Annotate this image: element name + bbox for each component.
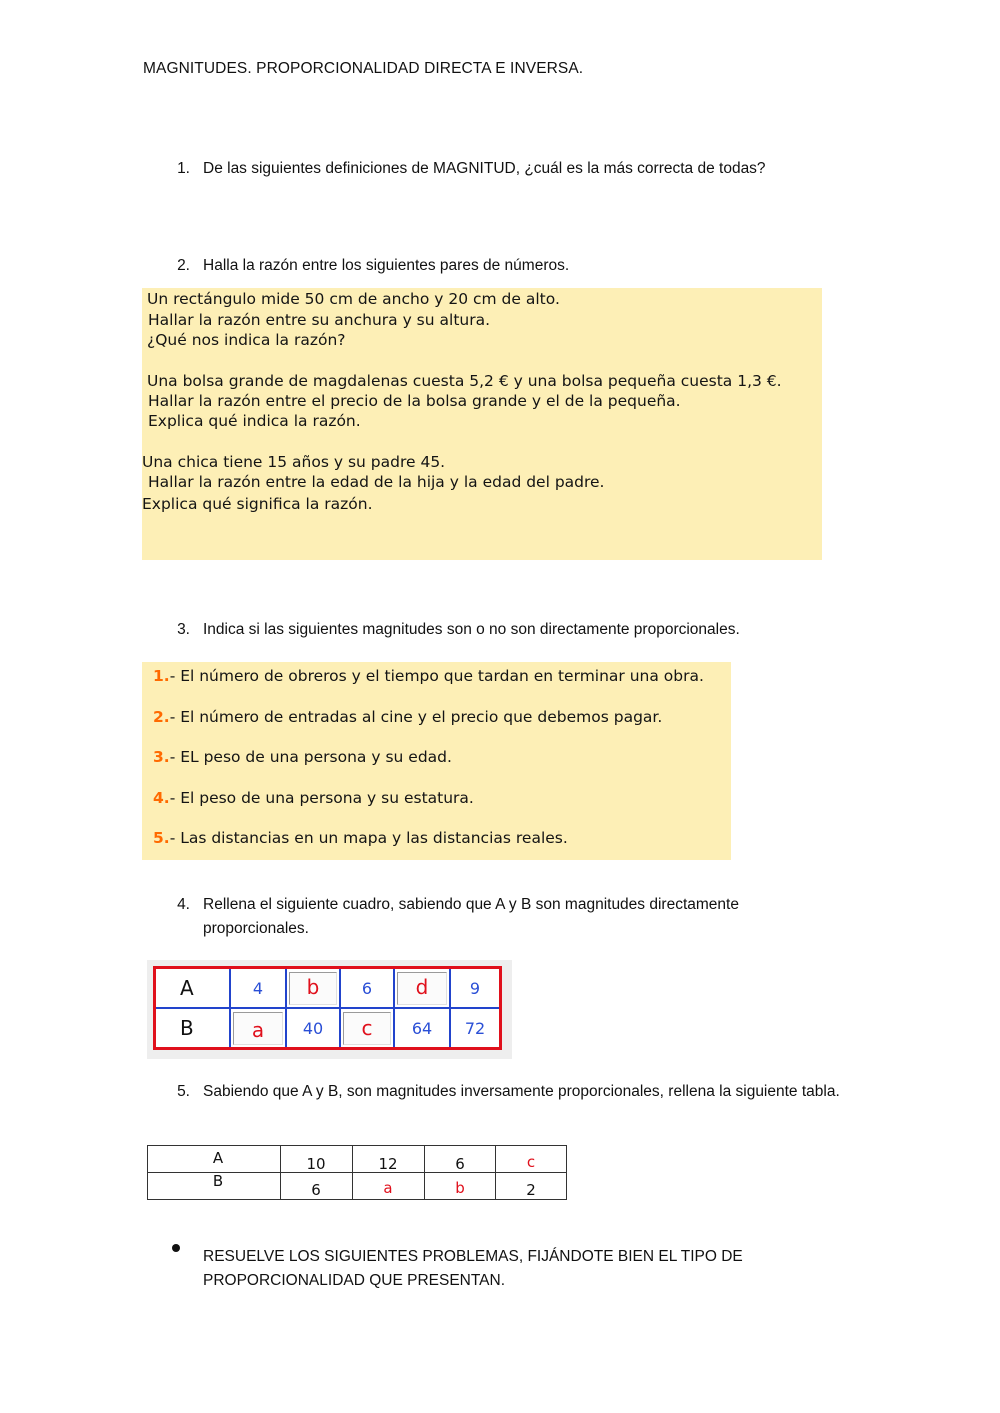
item-text: - EL peso de una persona y su edad.	[169, 748, 452, 766]
ratio-line: Hallar la razón entre el precio de la bolsa grande y el de la pequeña.	[148, 392, 681, 410]
item-text: - El número de entradas al cine y el precio que debemos pagar.	[169, 708, 663, 726]
question-text: De las siguientes definiciones de MAGNITUD, ¿cuál es la más correcta de todas?	[203, 160, 766, 177]
table-cell-blank[interactable]: c	[526, 1153, 536, 1171]
question-number: 4.	[177, 896, 190, 913]
question-number: 1.	[177, 160, 190, 177]
table-cell: 4	[252, 978, 264, 998]
question-number: 5.	[177, 1083, 190, 1100]
final-instruction: RESUELVE LOS SIGUIENTES PROBLEMAS, FIJÁNDOTE BIEN EL TIPO DE PROPORCIONALIDAD QUE PRESENTAN.	[203, 1248, 743, 1289]
item-number: 3.	[153, 748, 170, 766]
table-cell-blank[interactable]: a	[251, 1018, 265, 1042]
table-cell: 9	[469, 978, 481, 998]
table-cell-blank[interactable]: c	[361, 1016, 373, 1040]
ratio-line: Una bolsa grande de magdalenas cuesta 5,2 € y una bolsa pequeña cuesta 1,3 €.	[147, 372, 782, 390]
list-item	[153, 829, 568, 847]
item-text: - El número de obreros y el tiempo que tardan en terminar una obra.	[169, 667, 704, 685]
row-label-a: A	[212, 1149, 224, 1167]
list-item	[153, 748, 452, 766]
item-text: - El peso de una persona y su estatura.	[169, 789, 474, 807]
ratio-line: Un rectángulo mide 50 cm de ancho y 20 cm de alto.	[147, 290, 560, 308]
list-item	[153, 789, 474, 807]
item-number: 2.	[153, 708, 170, 726]
item-number: 1.	[153, 667, 170, 685]
table-cell: 40	[302, 1018, 324, 1038]
table-cell: 6	[361, 978, 373, 998]
row-label-b: B	[180, 1016, 194, 1040]
ratio-line: Explica qué significa la razón.	[142, 495, 373, 513]
question-number: 2.	[177, 257, 190, 274]
direct-proportion-table	[147, 960, 512, 1059]
table-cell-blank[interactable]: a	[383, 1179, 393, 1197]
question-text: Rellena el siguiente cuadro, sabiendo que A y B son magnitudes directamente proporcionales.	[203, 896, 739, 937]
table-cell-blank[interactable]: b	[455, 1179, 465, 1197]
table-cell: 2	[526, 1181, 536, 1199]
table-cell: 10	[306, 1155, 326, 1173]
table-cell: 64	[411, 1018, 433, 1038]
table-cell-blank[interactable]: d	[415, 975, 429, 999]
item-number: 4.	[153, 789, 170, 807]
ratio-line: Una chica tiene 15 años y su padre 45.	[142, 453, 446, 471]
table-cell-blank[interactable]: b	[306, 975, 320, 999]
ratio-line: Explica qué indica la razón.	[148, 412, 361, 430]
row-label-b: B	[212, 1172, 224, 1190]
question-number: 3.	[177, 621, 190, 638]
table-cell: 6	[311, 1181, 321, 1199]
table-cell: 12	[378, 1155, 398, 1173]
ratio-line: Hallar la razón entre la edad de la hija y la edad del padre.	[148, 473, 605, 491]
proportionality-list-box	[142, 662, 731, 860]
table-cell: 72	[464, 1018, 486, 1038]
question-text: Sabiendo que A y B, son magnitudes inversamente proporcionales, rellena la siguiente tabla.	[203, 1083, 840, 1100]
inverse-proportion-table	[147, 1145, 567, 1200]
list-item	[153, 667, 704, 685]
ratio-line: Hallar la razón entre su anchura y su altura.	[148, 311, 491, 329]
list-item	[153, 708, 662, 726]
row-label-a: A	[180, 976, 194, 1000]
ratio-line: ¿Qué nos indica la razón?	[147, 331, 346, 349]
bullet-point	[172, 1244, 180, 1252]
item-number: 5.	[153, 829, 170, 847]
item-text: - Las distancias en un mapa y las distancias reales.	[169, 829, 568, 847]
table-cell: 6	[455, 1155, 465, 1173]
page-title: MAGNITUDES. PROPORCIONALIDAD DIRECTA E INVERSA.	[143, 60, 584, 77]
ratio-problems-box	[142, 288, 822, 560]
question-text: Indica si las siguientes magnitudes son o no son directamente proporcionales.	[203, 621, 740, 638]
question-text: Halla la razón entre los siguientes pares de números.	[203, 257, 570, 274]
